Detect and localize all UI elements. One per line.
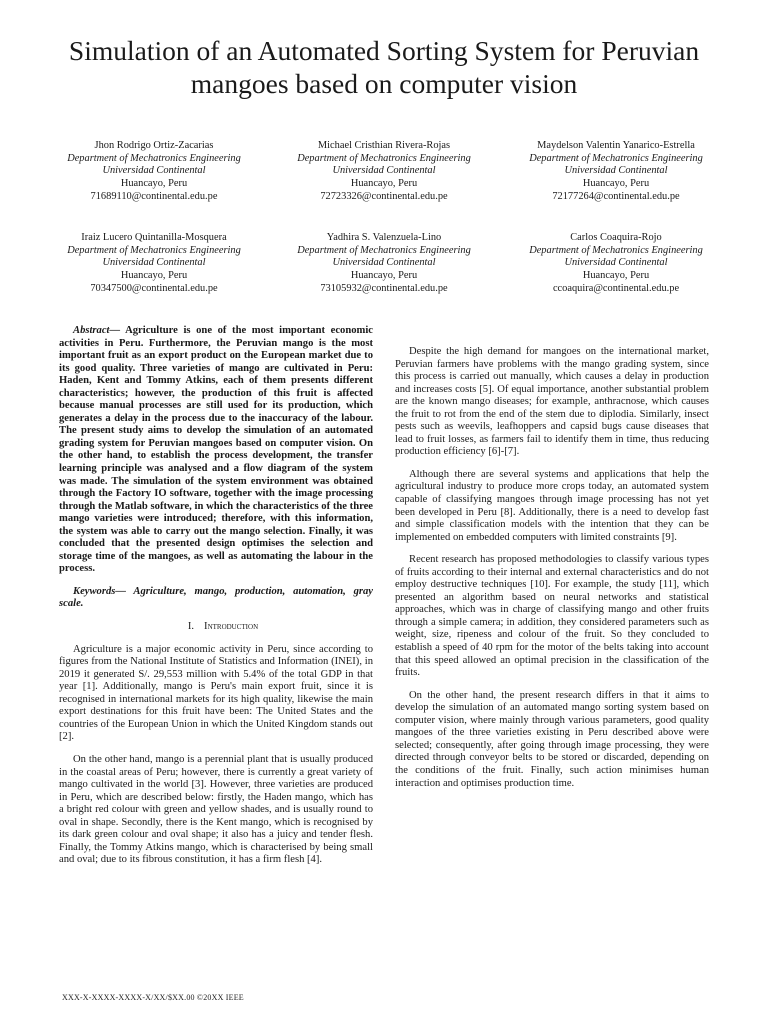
- author-block: [264, 232, 504, 296]
- author-name: Iraiz Lucero Quintanilla-Mosquera: [81, 232, 227, 243]
- author-city: Huancayo, Peru: [120, 178, 188, 190]
- copyright-footer: XXX-X-XXXX-XXXX-X/XX/$XX.00 ©20XX IEEE: [62, 993, 244, 1002]
- author-block: [34, 140, 274, 204]
- section-title: Introduction: [204, 621, 259, 633]
- author-university: Universidad Continental: [102, 165, 206, 177]
- paragraph: Although there are several systems and applications that help the agricultural industry to produce more crops today, an automated system capable of classifying mangoes through image processing has not yet been developed in Peru [8]. Additionally, there is a need to develop fast and simple classification models with the intention that they can be implemented on embedded computers with limited constraints [9].: [395, 468, 709, 543]
- author-email: 70347500@continental.edu.pe: [90, 282, 218, 294]
- paper-title: Simulation of an Automated Sorting System for Peruvian mangoes based on computer vision: [68, 35, 700, 99]
- author-city: Huancayo, Peru: [350, 178, 418, 190]
- author-name: Jhon Rodrigo Ortiz-Zacarias: [94, 140, 214, 151]
- author-university: Universidad Continental: [564, 257, 668, 269]
- author-department: Department of Mechatronics Engineering: [297, 244, 471, 256]
- author-email: 71689110@continental.edu.pe: [90, 190, 218, 202]
- author-city: Huancayo, Peru: [120, 270, 188, 282]
- author-department: Department of Mechatronics Engineering: [529, 152, 703, 164]
- right-column: [395, 346, 709, 800]
- author-email: 73105932@continental.edu.pe: [320, 282, 448, 294]
- author-block: [496, 140, 736, 204]
- abstract-lead: Abstract—: [73, 325, 121, 336]
- section-heading: [59, 621, 373, 634]
- author-block: [34, 232, 274, 296]
- paragraph: Despite the high demand for mangoes on the international market, Peruvian farmers have problems with the mango grading system, since this process is carried out manually, which causes a delay in production and increases costs [5]. Of equal importance, another substantial problem are the known mango diseases; for example, anthracnose, which causes the fruit to rot from the end of the stem due to diplodia. Similarly, insect pests such as weevils, leafhoppers and capsid bugs cause diseases that lead to fruit losses, as farmers fail to identify them in time, thus reducing production efficiency [6]-[7].: [395, 346, 709, 458]
- paragraph: Agriculture is a major economic activity in Peru, since according to figures from the National Institute of Statistics and Information (INEI), in 2019 it generated S/. 29,553 million with 5.4% of the total GDP in that year [1]. Additionally, mango is Peru's main export fruit, since it is recognised in international markets for its high quality, likewise the main export destinations for this fruit have been: The United States and the countries of the European Union in which the United Kingdom stands out [2].: [59, 643, 373, 743]
- author-department: Department of Mechatronics Engineering: [297, 152, 471, 164]
- author-name: Maydelson Valentin Yanarico-Estrella: [537, 140, 695, 151]
- abstract: [59, 325, 373, 576]
- author-university: Universidad Continental: [564, 165, 668, 177]
- paragraph: Recent research has proposed methodologies to classify various types of fruits according to their internal and external characteristics and do not employ destructive techniques [10]. For example, the study [11], which presented an algorithm based on neural networks and statistical approaches, which was in charge of classifying mango and other fruits through a simple camera; in addition, they considered parameters such as weight, size, ripeness and colour of the fruit. So they concluded to establish a speed of 40 rpm for the motor of the belts taking into account that this speed allowed an optimal precision in the classification of the fruits.: [395, 554, 709, 679]
- author-name: Yadhira S. Valenzuela-Lino: [326, 232, 442, 243]
- keywords-text: Agriculture, mango, production, automation, gray scale.: [59, 585, 373, 610]
- author-department: Department of Mechatronics Engineering: [529, 244, 703, 256]
- author-email: ccoaquira@continental.edu.pe: [552, 282, 680, 294]
- author-email: 72723326@continental.edu.pe: [320, 190, 448, 202]
- author-name: Michael Cristhian Rivera-Rojas: [317, 140, 451, 151]
- section-number: I.: [187, 621, 195, 633]
- author-department: Department of Mechatronics Engineering: [67, 152, 241, 164]
- author-name: Carlos Coaquira-Rojo: [570, 232, 662, 243]
- author-city: Huancayo, Peru: [582, 270, 650, 282]
- author-university: Universidad Continental: [332, 165, 436, 177]
- author-city: Huancayo, Peru: [350, 270, 418, 282]
- author-department: Department of Mechatronics Engineering: [67, 244, 241, 256]
- keywords-lead: Keywords—: [73, 585, 126, 597]
- abstract-text: Agriculture is one of the most important economic activities in Peru. Furthermore, the Peruvian mango is the most important fruit as an export product on the European market due to its good quality. Three varieties of mango are cultivated in Peru: Haden, Kent and Tommy Atkins, each of them presents different characteristics; however, the production of this fruit is affected because manual processes are still used for its production, which generates a delay in the process due to the inaccuracy of the labour. The present study aims to develop the simulation of an automated grading system for Peruvian mangoes based on computer vision. On the other hand, to establish the process development, the transfer learning principle was analysed and a flow diagram of the system was made. The simulation of the system environment was obtained through the Factory IO software, together with the image processing through the Matlab software, in which the characteristics of the three mango varieties were introduced; therefore, with this information, the system was able to carry out the mango selection. Finally, it was concluded that the presented design optimises the selection and storage time of the mangoes, as well as automating the labour in the process.: [59, 325, 373, 575]
- author-university: Universidad Continental: [332, 257, 436, 269]
- author-email: 72177264@continental.edu.pe: [552, 190, 680, 202]
- author-university: Universidad Continental: [102, 257, 206, 269]
- author-city: Huancayo, Peru: [582, 178, 650, 190]
- left-column: [59, 325, 373, 877]
- author-block: [264, 140, 504, 204]
- paragraph: On the other hand, the present research differs in that it aims to develop the simulation of an automated mango sorting system based on computer vision, where mainly through various parameters, good quality mangoes of the three varieties existing in Peru described above were selected; consequently, after going through image processing, they were directed through conveyor belts to be stored or discarded, depending on the conditions of the fruit. Finally, such action minimises human interaction and optimises production time.: [395, 689, 709, 789]
- keywords: [59, 586, 373, 611]
- author-block: [496, 232, 736, 296]
- paragraph: On the other hand, mango is a perennial plant that is usually produced in the coastal areas of Peru; however, there is currently a great variety of mango cultivated in the world [3]. However, three varieties are produced in Peru, which are described below: firstly, the Haden mango, which has a bright red colour with green and yellow shades, and is usually round to oval in shape. Secondly, there is the Kent mango, which is recognised by its dark green colour and oval shape; it also has a juicy and tender flesh. Finally, the Tommy Atkins mango, which is characterised by being small and oval; due to its fibrous constitution, it has a firm flesh [4].: [59, 753, 373, 866]
